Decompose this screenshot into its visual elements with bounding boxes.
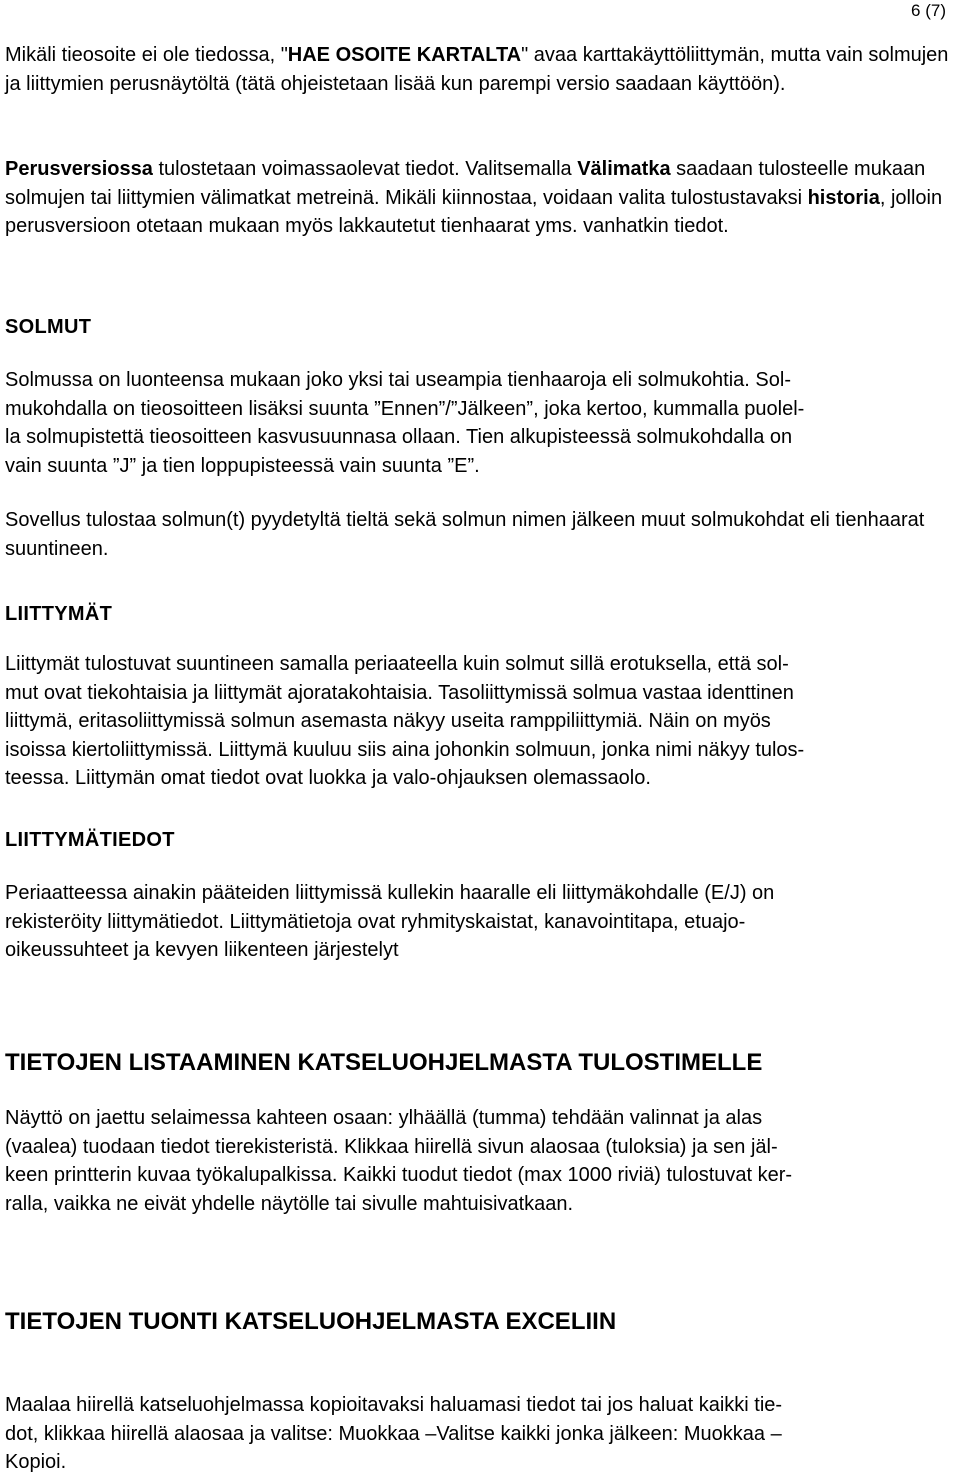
- text-line: (vaalea) tuodaan tiedot tierekisteristä. Klikkaa hiirellä sivun alaosaa (tuloksia) ja sen jäl-: [5, 1135, 778, 1158]
- solmut-paragraph-1: [5, 366, 957, 480]
- text-line: isoissa kiertoliittymissä. Liittymä kuuluu siis aina johonkin solmuun, jonka nimi näkyy tulos-: [5, 738, 805, 761]
- distance-term: Välimatka: [577, 158, 671, 180]
- section-heading-tuonti: TIETOJEN TUONTI KATSELUOHJELMASTA EXCELIIN: [5, 1308, 617, 1335]
- solmut-paragraph-2: [5, 506, 957, 563]
- text-line: vain suunta ”J” ja tien loppupisteessä vain suunta ”E”.: [5, 454, 480, 477]
- text-line: mut ovat tiekohtaisia ja liittymät ajoratakohtaisia. Tasoliittymissä solmua vastaa identtinen: [5, 681, 794, 704]
- section-heading-liittymat: LIITTYMÄT: [5, 603, 113, 625]
- text-line: oikeussuhteet ja kevyen liikenteen järjestelyt: [5, 939, 399, 961]
- text-line: rekisteröity liittymätiedot. Liittymätietoja ovat ryhmityskaistat, kanavointitapa, etuajo-: [5, 910, 746, 933]
- text-line: Näyttö on jaettu selaimessa kahteen osaan: ylhäällä (tumma) tehdään valinnat ja alas: [5, 1107, 763, 1129]
- text-line: Solmussa on luonteensa mukaan joko yksi tai useampia tienhaaroja eli solmukohtia. Sol-: [5, 369, 791, 391]
- map-search-label: HAE OSOITE KARTALTA: [287, 44, 522, 66]
- text-line: Periaatteessa ainakin pääteiden liittymissä kullekin haaralle eli liittymäkohdalle (E/J) on: [5, 882, 775, 904]
- intro-text: tulostetaan voimassaolevat tiedot. Valitsemalla: [152, 158, 578, 180]
- section-heading-listaaminen: TIETOJEN LISTAAMINEN KATSELUOHJELMASTA TULOSTIMELLE: [5, 1049, 763, 1076]
- text-line: dot, klikkaa hiirellä alaosaa ja valitse: Muokkaa –Valitse kaikki jonka jälkeen: Muokkaa –: [5, 1422, 782, 1445]
- text-line: teessa. Liittymän omat tiedot ovat luokka ja valo-ohjauksen olemassaolo.: [5, 767, 651, 789]
- liittymat-paragraph: [5, 650, 957, 793]
- text-line: keen printterin kuvaa työkalupalkissa. Kaikki tuodut tiedot (max 1000 riviä) tulostuvat ker-: [5, 1164, 793, 1186]
- basic-version-term: Perusversiossa: [5, 158, 153, 180]
- intro-text: , jolloin perusversioon otetaan mukaan myös lakkautetut tienhaarat yms. vanhatkin tiedot.: [5, 186, 943, 237]
- tuonti-paragraph: [5, 1391, 957, 1477]
- text-line: Liittymät tulostuvat suuntineen samalla periaateella kuin solmut sillä erotuksella, että sol-: [5, 653, 789, 675]
- text-line: ralla, vaikka ne eivät yhdelle näytölle tai sivulle mahtuisivatkaan.: [5, 1192, 574, 1215]
- text-line: Maalaa hiirellä katseluohjelmassa kopioitavaksi haluamasi tiedot tai jos haluat kaikki tie-: [5, 1394, 783, 1416]
- history-term: historia: [807, 186, 880, 209]
- text-line: Sovellus tulostaa solmun(t) pyydetyltä tieltä sekä solmun nimen jälkeen muut solmukohdat eli tienhaarat suuntineen.: [5, 509, 925, 560]
- text-line: liittymä, eritasoliittymissä solmun asemasta näkyy useita ramppiliittymiä. Näin on myös: [5, 710, 771, 732]
- text-line: la solmupistettä tieosoitteen kasvusuunnasa ollaan. Tien alkupisteessä solmukohdalla on: [5, 426, 793, 448]
- intro-paragraph-2: [5, 155, 957, 241]
- section-heading-liittymatiedot: LIITTYMÄTIEDOT: [5, 829, 175, 851]
- page-number: 6 (7): [911, 1, 946, 20]
- text-line: Kopioi.: [5, 1451, 67, 1473]
- listaaminen-paragraph: [5, 1104, 957, 1218]
- intro-text: " avaa karttakäyttöliittymän, mutta vain solmujen ja liittymien perusnäytöltä (tätä ohjeistetaan lisää kun parempi versio saadaan käyttöön).: [5, 44, 949, 95]
- intro-paragraph-1: [5, 41, 957, 98]
- intro-text: Mikäli tieosoite ei ole tiedossa, ": [5, 44, 288, 66]
- text-line: mukohdalla on tieosoitteen lisäksi suunta ”Ennen”/”Jälkeen”, joka kertoo, kummalla puolel-: [5, 397, 805, 420]
- section-heading-solmut: SOLMUT: [5, 316, 92, 338]
- intro-text: saadaan tulosteelle mukaan solmujen tai liittymien välimatkat metreinä. Mikäli kiinnostaa, voidaan valita tulostustavaksi: [5, 158, 926, 209]
- liittymatiedot-paragraph: [5, 879, 957, 965]
